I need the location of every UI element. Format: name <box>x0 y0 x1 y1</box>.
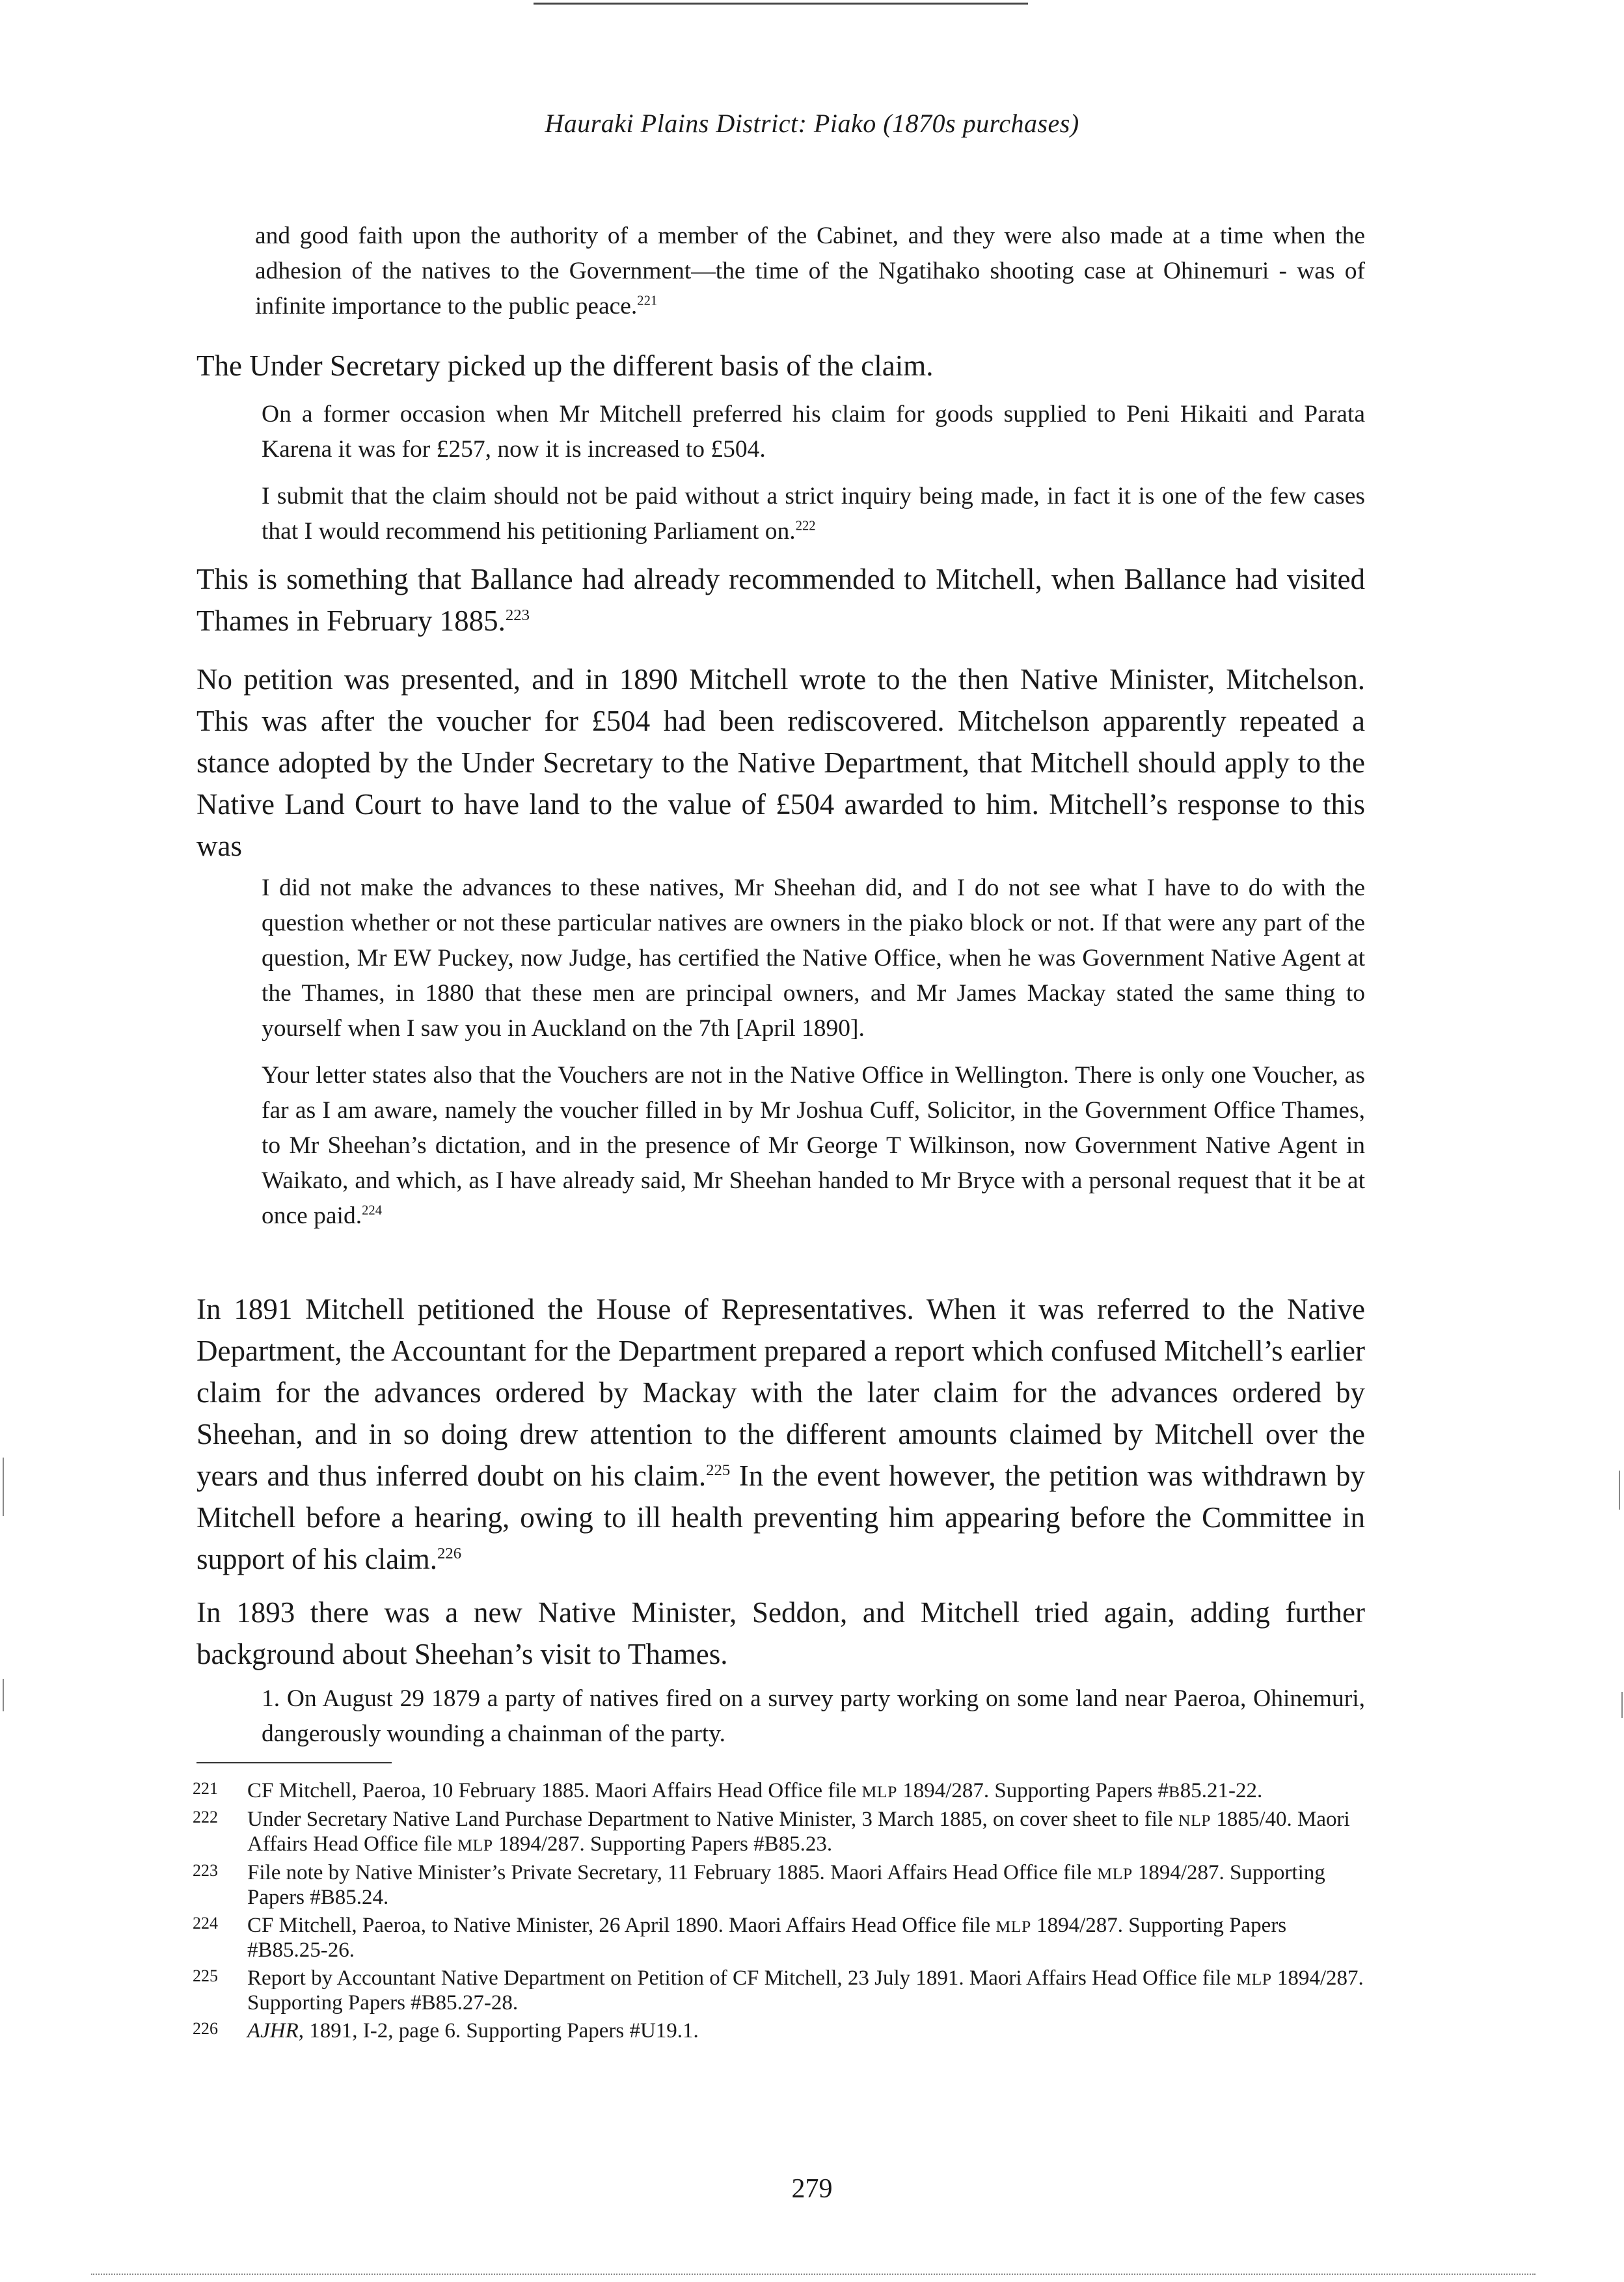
quote-text: I submit that the claim should not be paid without a strict inquiry being made, in fact it is one of the few cases that I would recommend his petitioning Parliament on. <box>262 483 1365 545</box>
footnote-number: 221 <box>193 1779 218 1798</box>
quote-paragraph <box>262 479 1365 549</box>
footnote-ref-221[interactable]: 221 <box>637 293 658 308</box>
paragraph-2 <box>196 558 1365 642</box>
footnote-number: 226 <box>193 2019 218 2038</box>
scan-edge-mark <box>1619 1471 1620 1510</box>
footnote-223 <box>193 1861 1365 1910</box>
top-rule <box>534 3 1028 5</box>
footnote-222 <box>193 1808 1365 1857</box>
scan-edge-mark <box>3 1458 4 1516</box>
paragraph-5: In 1893 there was a new Native Minister, Seddon, and Mitchell tried again, adding further background about Sheehan’s visit to Thames. <box>196 1596 1365 1670</box>
footnote-225 <box>193 1966 1365 2015</box>
footnote-ref-224[interactable]: 224 <box>362 1203 383 1218</box>
bottom-rule <box>91 2274 1536 2276</box>
footnote-text: Report by Accountant Native Department on Petition of CF Mitchell, 23 July 1891. Maori Affairs Head Office file MLP 1894/287. Supporting Papers #B85.27-28. <box>247 1966 1364 2015</box>
footnote-text: File note by Native Minister’s Private Secretary, 11 February 1885. Maori Affairs Head Office file MLP 1894/287. Supporting Papers #B85.24. <box>247 1861 1325 1909</box>
footnote-number: 224 <box>193 1914 218 1933</box>
footnote-ref-225[interactable]: 225 <box>706 1461 731 1479</box>
footnote-ref-222[interactable]: 222 <box>795 519 816 534</box>
footnote-ref-226[interactable]: 226 <box>437 1545 462 1562</box>
block-quote-2 <box>262 397 1365 549</box>
block-quote-4: 1. On August 29 1879 a party of natives fired on a survey party working on some land near Paeroa, Ohinemuri, dangerously wounding a chainman of the party. <box>262 1685 1365 1747</box>
scan-edge-mark <box>1621 1692 1623 1718</box>
footnote-number: 223 <box>193 1861 218 1880</box>
block-quote-1 <box>255 219 1365 324</box>
paragraph-text: In 1891 Mitchell petitioned the House of Representatives. When it was referred to the Native Department, the Accountant for the Department prepared a report which confused Mitchell’s earlier claim for the advances ordered by Mackay with the later claim for the advances ordered by Sheehan, and in so doing drew attention to the different amounts claimed by Mitchell over the years and thus inferred doubt on his claim. <box>196 1293 1365 1492</box>
block-quote-3 <box>262 871 1365 1234</box>
footnote-text: CF Mitchell, Paeroa, to Native Minister, 26 April 1890. Maori Affairs Head Office file MLP 1894/287. Supporting Papers #B85.25-26. <box>247 1914 1287 1962</box>
paragraph-4 <box>196 1288 1365 1580</box>
footnote-number: 222 <box>193 1808 218 1827</box>
footnote-221 <box>193 1779 1365 1804</box>
quote-paragraph <box>262 1058 1365 1234</box>
footnote-text: Under Secretary Native Land Purchase Department to Native Minister, 3 March 1885, on cover sheet to file NLP 1885/40. Maori Affairs Head Office file MLP 1894/287. Supporting Papers #B85.23. <box>247 1808 1350 1856</box>
footnotes <box>193 1779 1365 2047</box>
quote-paragraph: On a former occasion when Mr Mitchell preferred his claim for goods supplied to Peni Hikaiti and Parata Karena it was for £257, now it is increased to £504. <box>262 401 1365 463</box>
page-number: 279 <box>791 2174 833 2204</box>
paragraph-text: This is something that Ballance had already recommended to Mitchell, when Ballance had visited Thames in February 1885. <box>196 563 1365 637</box>
paragraph-text: In the event however, the petition was withdrawn by Mitchell before a hearing, owing to ill health preventing him appearing before the Committee in support of his claim. <box>196 1460 1366 1575</box>
paragraph-1: The Under Secretary picked up the different basis of the claim. <box>196 349 934 382</box>
running-head: Hauraki Plains District: Piako (1870s purchases) <box>545 109 1079 138</box>
quote-paragraph: I did not make the advances to these natives, Mr Sheehan did, and I do not see what I have to do with the question whether or not these particular natives are owners in the piako block or not. If that were any part of the question, Mr EW Puckey, now Judge, has certified the Native Office, when he was Government Native Agent at the Thames, in 1880 that these men are principal owners, and Mr James Mackay stated the same thing to yourself when I saw you in Auckland on the 7th [April 1890]. <box>262 875 1365 1042</box>
quote-text: Your letter states also that the Vouchers are not in the Native Office in Wellington. There is only one Voucher, as far as I am aware, namely the voucher filled in by Mr Joshua Cuff, Solicitor, in the Government Office Thames, to Mr Sheehan’s dictation, and in the presence of Mr George T Wilkinson, now Government Native Agent in Waikato, and which, as I have already said, Mr Sheehan handed to Mr Bryce with a personal request that it be at once paid. <box>262 1062 1365 1229</box>
quote-text: and good faith upon the authority of a member of the Cabinet, and they were also made at a time when the adhesion of the natives to the Government—the time of the Ngatihako shooting case at Ohinemuri - was of infinite importance to the public peace. <box>255 223 1365 319</box>
footnote-text: CF Mitchell, Paeroa, 10 February 1885. Maori Affairs Head Office file MLP 1894/287. Supporting Papers #B85.21-22. <box>247 1779 1263 1802</box>
footnote-ref-223[interactable]: 223 <box>505 606 530 624</box>
paragraph-3: No petition was presented, and in 1890 Mitchell wrote to the then Native Minister, Mitchelson. This was after the voucher for £504 had been rediscovered. Mitchelson apparently repeated a stance adopted by the Under Secretary to the Native Department, that Mitchell should apply to the Native Land Court to have land to the value of £504 awarded to him. Mitchell’s response to this was <box>196 663 1365 862</box>
footnote-text: AJHR, 1891, I-2, page 6. Supporting Papers #U19.1. <box>247 2019 699 2043</box>
footnote-number: 225 <box>193 1966 218 1985</box>
footnote-rule <box>196 1762 392 1763</box>
scan-edge-mark <box>3 1679 4 1711</box>
footnote-224 <box>193 1914 1365 1963</box>
footnote-226 <box>193 2019 1365 2043</box>
